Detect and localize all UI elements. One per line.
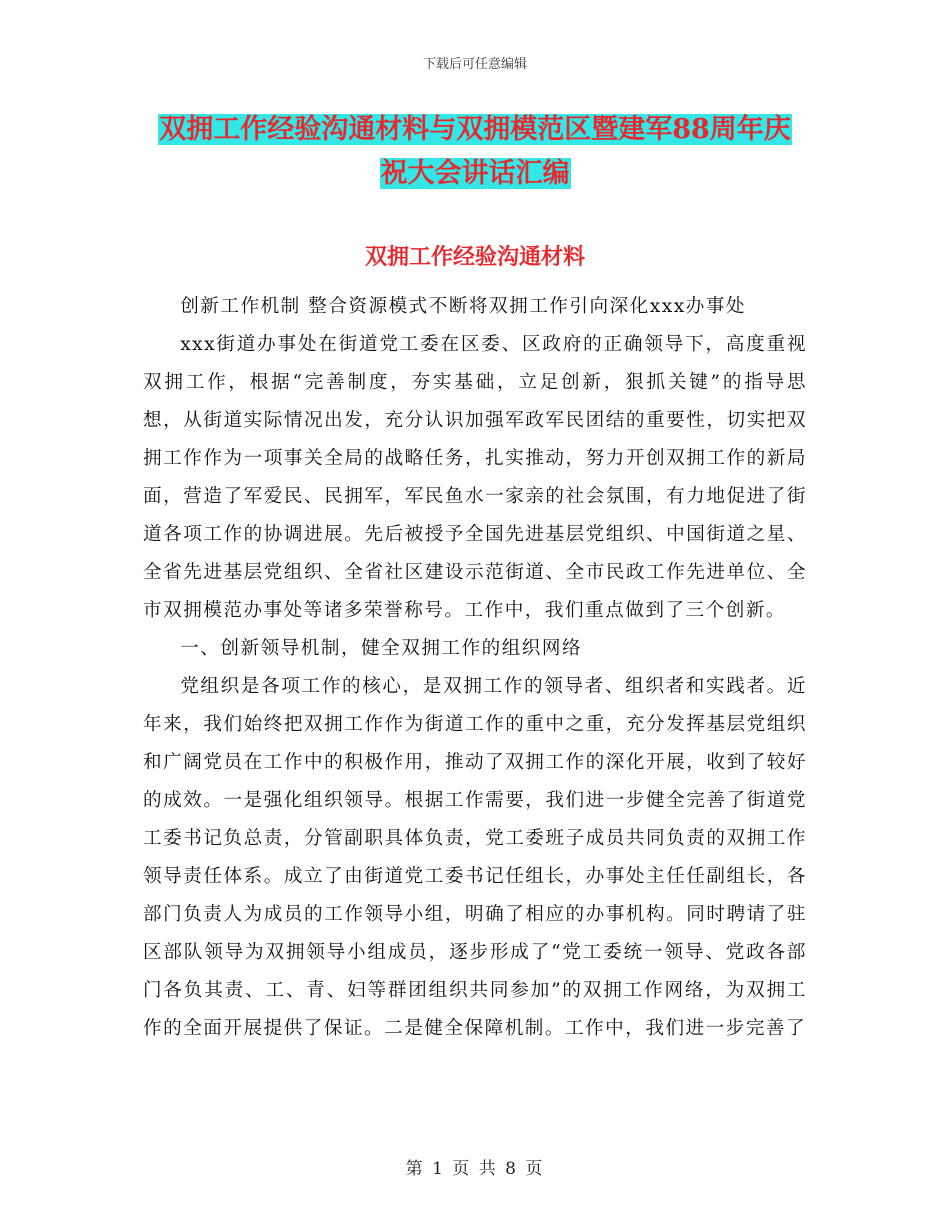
- document-title-text-2: 祝大会讲话汇编: [380, 158, 570, 189]
- paragraph-intro: xxx街道办事处在街道党工委在区委、区政府的正确领导下，高度重视双拥工作，根据“完善制度，夯实基础，立足创新，狠抓关键”的指导思想，从街道实际情况出发，充分认识加强军政军民团结的重要性，切实把双拥工作作为一项事关全局的战略任务，扎实推动，努力开创双拥工作的新局面，营造了军爱民、民拥军，军民鱼水一家亲的社会氛围，有力地促进了街道各项工作的协调进展。先后被授予全国先进基层党组织、中国街道之星、全省先进基层党组织、全省社区建设示范街道、全市民政工作先进单位、全市双拥模范办事处等诸多荣誉称号。工作中，我们重点做到了三个创新。: [143, 334, 807, 621]
- document-body: [143, 288, 807, 1048]
- page-footer: 第 1 页 共 8 页: [405, 1159, 545, 1179]
- paragraph-subtitle: 创新工作机制 整合资源模式不断将双拥工作引向深化xxx办事处: [180, 296, 746, 317]
- header-note: 下载后可任意编辑: [422, 57, 527, 72]
- document-title-text-1: 双拥工作经验沟通材料与双拥模范区暨建军88周年庆: [159, 114, 791, 145]
- document-title-line-2: [140, 148, 810, 200]
- paragraph-content-1: 党组织是各项工作的核心，是双拥工作的领导者、组织者和实践者。近年来，我们始终把双拥工作作为街道工作的重中之重，充分发挥基层党组织和广阔党员在工作中的积极作用，推动了双拥工作的深化开展，收到了较好的成效。一是强化组织领导。根据工作需要，我们进一步健全完善了街道党工委书记负总责，分管副职具体负责，党工委班子成员共同负责的双拥工作领导责任体系。成立了由街道党工委书记任组长，办事处主任任副组长，各部门负责人为成员的工作领导小组，明确了相应的办事机构。同时聘请了驻区部队领导为双拥领导小组成员，逐步形成了“党工委统一领导、党政各部门各负其责、工、青、妇等群团组织共同参加”的双拥工作网络，为双拥工作的全面开展提供了保证。二是健全保障机制。工作中，我们进一步完善了: [143, 676, 807, 1039]
- paragraph-heading-1: 一、创新领导机制，健全双拥工作的组织网络: [180, 638, 583, 659]
- section-title: 双拥工作经验沟通材料: [364, 244, 585, 270]
